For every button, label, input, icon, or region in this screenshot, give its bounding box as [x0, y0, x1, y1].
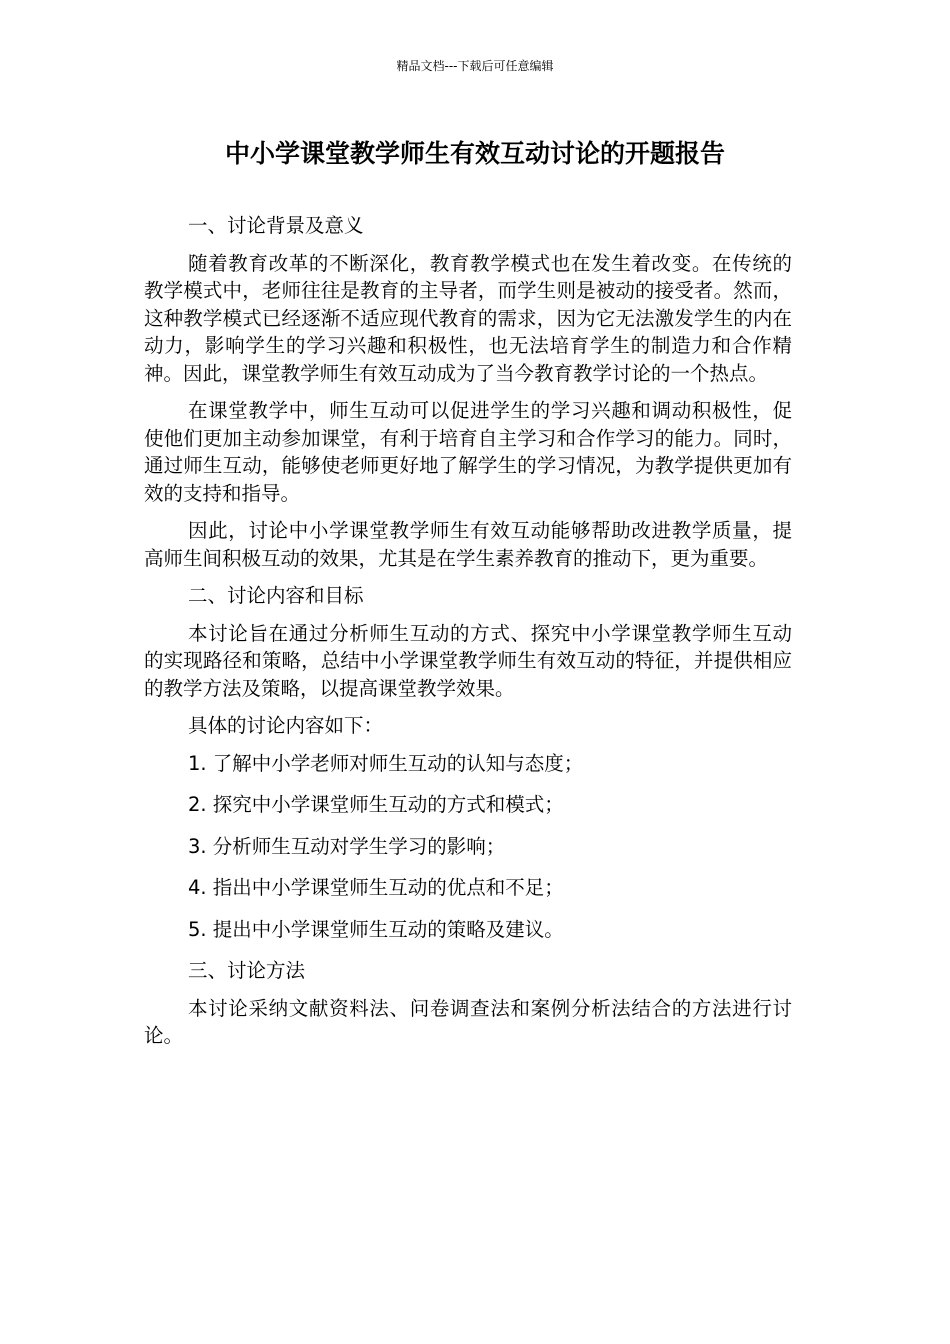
- section-heading-background: 一、讨论背景及意义: [188, 214, 364, 237]
- list-item: 3. 分析师生互动对学生学习的影响；: [188, 834, 506, 858]
- paragraph: 本讨论旨在通过分析师生互动的方式、探究中小学课堂教学师生互动的实现路径和策略，总结中小学课堂教学师生有效互动的特征，并提供相应的教学方法及策略，以提高课堂教学效果。: [144, 621, 792, 700]
- section-heading-methods: 三、讨论方法: [188, 959, 306, 982]
- paragraph: 具体的讨论内容如下：: [188, 714, 384, 737]
- paragraph: 在课堂教学中，师生互动可以促进学生的学习兴趣和调动积极性，促使他们更加主动参加课堂，有利于培育自主学习和合作学习的能力。同时，通过师生互动，能够使老师更好地了解学生的学习情况，为教学提供更加有效的支持和指导。: [144, 399, 792, 505]
- paragraph: 本讨论采纳文献资料法、问卷调查法和案例分析法结合的方法进行讨论。: [144, 996, 792, 1047]
- list-item: 5. 提出中小学课堂师生互动的策略及建议。: [188, 917, 564, 941]
- document-title: 中小学课堂教学师生有效互动讨论的开题报告: [224, 139, 725, 168]
- paragraph: 随着教育改革的不断深化，教育教学模式也在发生着改变。在传统的教学模式中，老师往往是教育的主导者，而学生则是被动的接受者。然而，这种教学模式已经逐渐不适应现代教育的需求，因为它无法激发学生的内在动力，影响学生的学习兴趣和积极性，也无法培育学生的制造力和合作精神。因此，课堂教学师生有效互动成为了当今教育教学讨论的一个热点。: [144, 251, 792, 385]
- page-header-watermark: 精品文档---下载后可任意编辑: [396, 59, 554, 73]
- paragraph: 因此，讨论中小学课堂教学师生有效互动能够帮助改进教学质量，提高师生间积极互动的效果，尤其是在学生素养教育的推动下，更为重要。: [144, 519, 792, 570]
- list-item: 1. 了解中小学老师对师生互动的认知与态度；: [188, 751, 584, 775]
- section-heading-content-goals: 二、讨论内容和目标: [188, 584, 364, 607]
- list-item: 4. 指出中小学课堂师生互动的优点和不足；: [188, 876, 564, 899]
- document-body: [144, 212, 792, 1060]
- list-item: 2. 探究中小学课堂师生互动的方式和模式；: [188, 793, 564, 816]
